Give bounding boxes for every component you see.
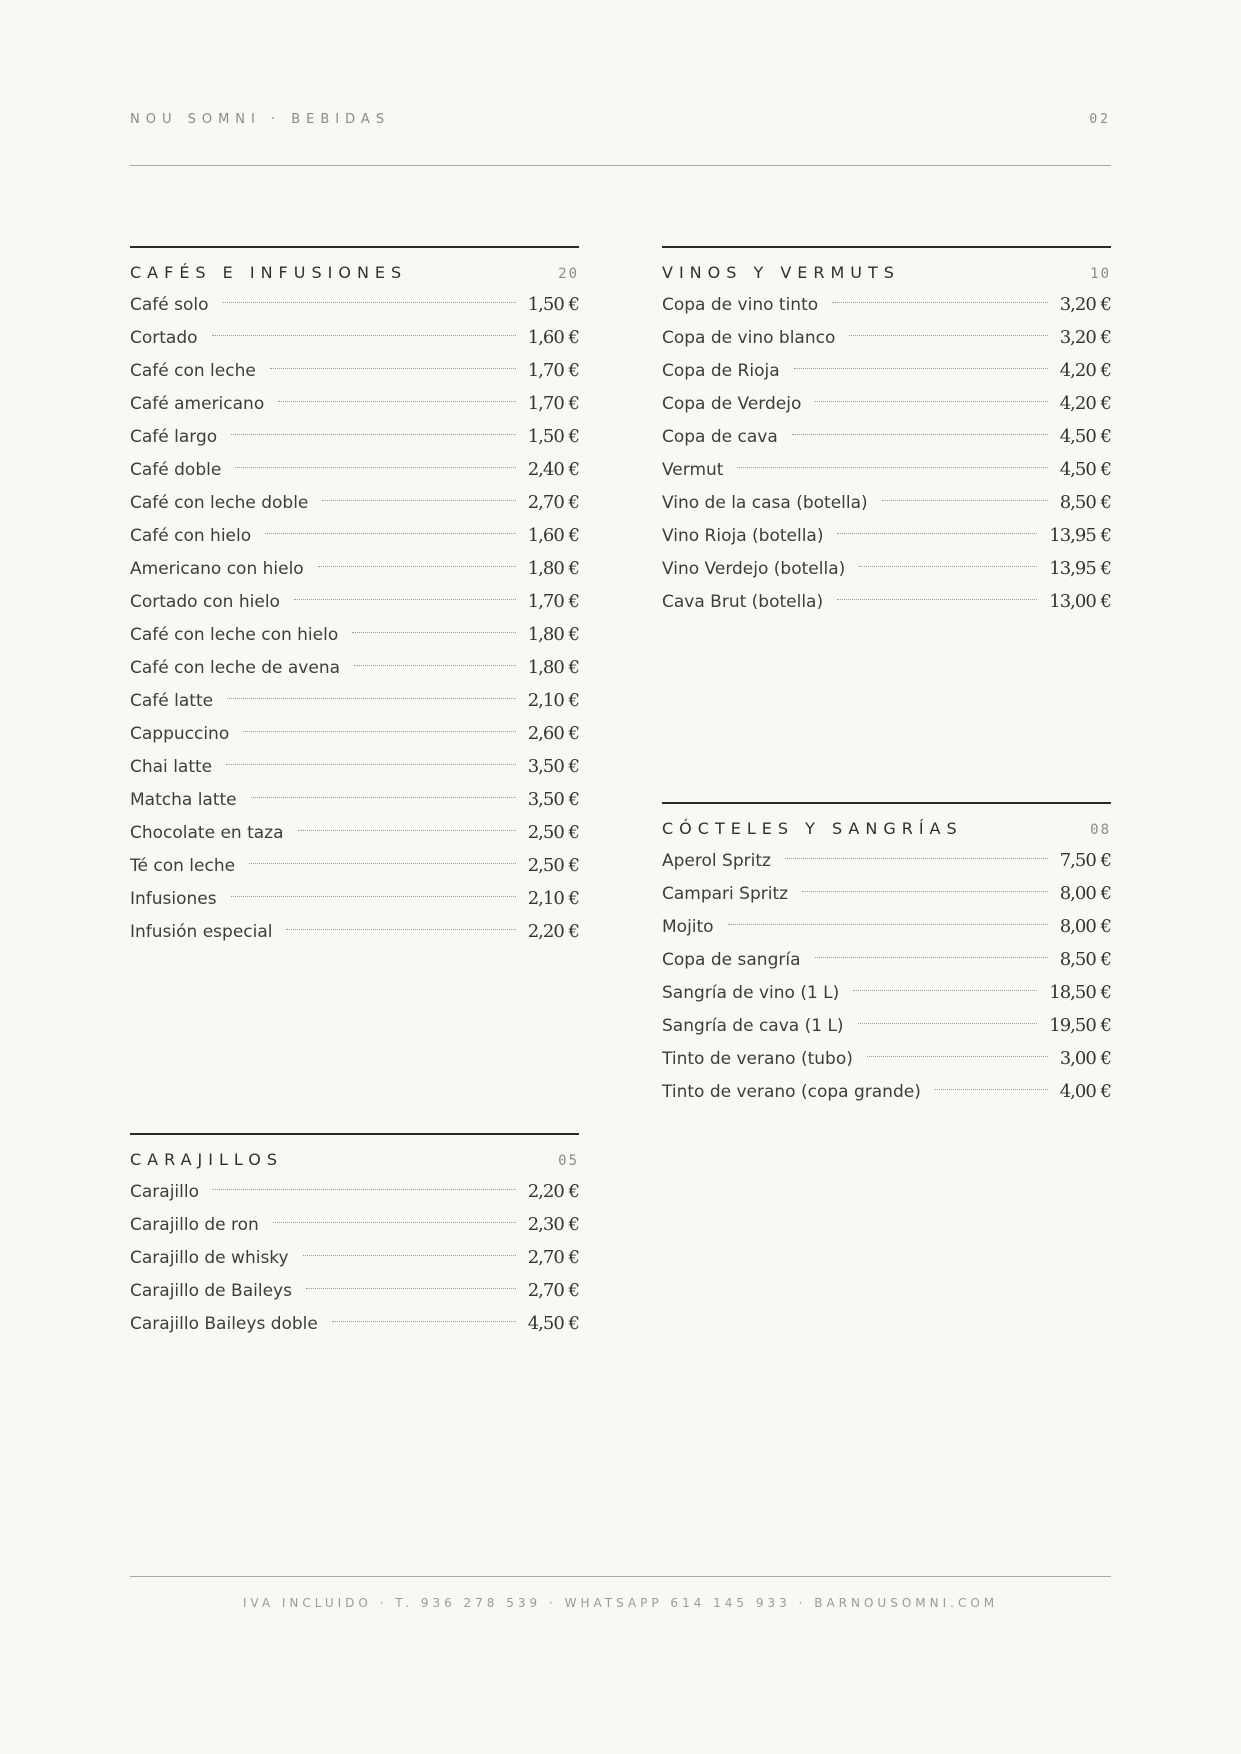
item-price: 3,20 € [1059, 327, 1111, 348]
section-vinos-vermuts [662, 246, 1111, 618]
item-price: 8,00 € [1059, 883, 1111, 904]
item-name: Carajillo de Baileys [130, 1281, 292, 1301]
dot-leader [935, 1089, 1048, 1090]
item-price: 3,00 € [1059, 1048, 1111, 1069]
menu-item [662, 519, 1111, 552]
item-name: Mojito [662, 917, 714, 937]
menu-item [662, 321, 1111, 354]
item-name: Vermut [662, 460, 724, 480]
dot-leader [882, 500, 1048, 501]
dot-leader [867, 1056, 1048, 1057]
menu-item [662, 486, 1111, 519]
menu-item [662, 354, 1111, 387]
item-price: 1,60 € [527, 327, 579, 348]
item-name: Café con leche con hielo [130, 625, 339, 645]
menu-item [130, 915, 579, 948]
section-header [130, 1150, 579, 1169]
dot-leader [859, 566, 1037, 567]
item-price: 4,50 € [1059, 459, 1111, 480]
dot-leader [231, 434, 516, 435]
dot-leader [858, 1023, 1038, 1024]
dot-leader [270, 368, 516, 369]
dot-leader [815, 957, 1048, 958]
menu-item [130, 585, 579, 618]
dot-leader [728, 924, 1048, 925]
dot-leader [249, 863, 516, 864]
dot-leader [251, 797, 516, 798]
dot-leader [306, 1288, 516, 1289]
footer-divider [130, 1576, 1111, 1577]
menu-item [662, 976, 1111, 1009]
item-price: 4,50 € [527, 1313, 579, 1334]
menu-item [130, 750, 579, 783]
dot-leader [853, 990, 1037, 991]
item-list [130, 1175, 579, 1340]
menu-item [662, 910, 1111, 943]
item-name: Copa de cava [662, 427, 778, 447]
item-name: Cava Brut (botella) [662, 592, 824, 612]
item-name: Café doble [130, 460, 222, 480]
item-price: 2,40 € [527, 459, 579, 480]
item-price: 2,50 € [527, 855, 579, 876]
item-name: Copa de sangría [662, 950, 801, 970]
menu-item [130, 288, 579, 321]
item-price: 3,50 € [527, 789, 579, 810]
dot-leader [213, 1189, 516, 1190]
item-price: 8,50 € [1059, 949, 1111, 970]
item-price: 4,00 € [1059, 1081, 1111, 1102]
dot-leader [303, 1255, 516, 1256]
item-name: Copa de vino tinto [662, 295, 819, 315]
section-count: 08 [1090, 822, 1111, 838]
dot-leader [243, 731, 515, 732]
item-list [662, 288, 1111, 618]
menu-item [130, 519, 579, 552]
page-header [130, 112, 1111, 127]
item-name: Sangría de vino (1 L) [662, 983, 840, 1003]
dot-leader [231, 896, 516, 897]
dot-leader [265, 533, 516, 534]
dot-leader [794, 368, 1048, 369]
item-name: Americano con hielo [130, 559, 304, 579]
menu-item [662, 420, 1111, 453]
section-header [662, 819, 1111, 838]
item-price: 8,50 € [1059, 492, 1111, 513]
item-price: 2,70 € [527, 492, 579, 513]
item-price: 7,50 € [1059, 850, 1111, 871]
menu-item [662, 1009, 1111, 1042]
menu-item [662, 877, 1111, 910]
item-price: 2,70 € [527, 1247, 579, 1268]
section-count: 10 [1090, 266, 1111, 282]
item-price: 13,00 € [1049, 591, 1111, 612]
item-price: 2,20 € [527, 1181, 579, 1202]
item-price: 2,10 € [527, 888, 579, 909]
item-price: 4,50 € [1059, 426, 1111, 447]
item-name: Chocolate en taza [130, 823, 284, 843]
page-number: 02 [1089, 112, 1111, 127]
dot-leader [815, 401, 1047, 402]
item-price: 1,80 € [527, 657, 579, 678]
dot-leader [832, 302, 1048, 303]
menu-item [130, 717, 579, 750]
menu-item [662, 844, 1111, 877]
item-name: Café latte [130, 691, 214, 711]
menu-item [130, 684, 579, 717]
dot-leader [837, 533, 1037, 534]
item-name: Café con leche doble [130, 493, 309, 513]
item-name: Cappuccino [130, 724, 230, 744]
item-name: Vino de la casa (botella) [662, 493, 868, 513]
menu-item [130, 1241, 579, 1274]
menu-item [130, 486, 579, 519]
item-name: Carajillo de whisky [130, 1248, 289, 1268]
menu-item [662, 585, 1111, 618]
item-price: 8,00 € [1059, 916, 1111, 937]
item-name: Té con leche [130, 856, 236, 876]
dot-leader [286, 929, 515, 930]
item-price: 2,20 € [527, 921, 579, 942]
menu-item [662, 1075, 1111, 1108]
item-name: Infusión especial [130, 922, 273, 942]
menu-item [130, 1208, 579, 1241]
item-price: 1,80 € [527, 624, 579, 645]
dot-leader [837, 599, 1037, 600]
item-name: Cortado con hielo [130, 592, 280, 612]
dot-leader [785, 858, 1048, 859]
menu-item [130, 651, 579, 684]
dot-leader [298, 830, 516, 831]
item-price: 2,70 € [527, 1280, 579, 1301]
menu-item [130, 1307, 579, 1340]
menu-item [130, 1175, 579, 1208]
menu-item [130, 1274, 579, 1307]
item-price: 18,50 € [1049, 982, 1111, 1003]
dot-leader [273, 1222, 516, 1223]
item-name: Infusiones [130, 889, 217, 909]
item-price: 1,70 € [527, 591, 579, 612]
section-cafes-infusiones [130, 246, 579, 948]
item-name: Copa de Rioja [662, 361, 780, 381]
section-count: 05 [558, 1153, 579, 1169]
menu-item [662, 1042, 1111, 1075]
header-divider [130, 165, 1111, 166]
dot-leader [212, 335, 516, 336]
item-price: 2,50 € [527, 822, 579, 843]
dot-leader [322, 500, 515, 501]
dot-leader [318, 566, 516, 567]
dot-leader [849, 335, 1047, 336]
dot-leader [792, 434, 1048, 435]
dot-leader [226, 764, 516, 765]
dot-leader [235, 467, 515, 468]
item-name: Café americano [130, 394, 265, 414]
section-header [662, 263, 1111, 282]
section-title: CARAJILLOS [130, 1150, 283, 1169]
menu-item [662, 288, 1111, 321]
item-name: Carajillo de ron [130, 1215, 259, 1235]
menu-item [130, 354, 579, 387]
item-list [130, 288, 579, 948]
section-header [130, 263, 579, 282]
item-name: Aperol Spritz [662, 851, 771, 871]
item-price: 1,50 € [527, 294, 579, 315]
dot-leader [227, 698, 516, 699]
item-price: 1,50 € [527, 426, 579, 447]
item-name: Carajillo [130, 1182, 199, 1202]
item-name: Tinto de verano (tubo) [662, 1049, 853, 1069]
menu-title: NOU SOMNI · BEBIDAS [130, 112, 391, 127]
item-price: 4,20 € [1059, 393, 1111, 414]
item-list [662, 844, 1111, 1108]
dot-leader [352, 632, 516, 633]
dot-leader [294, 599, 516, 600]
section-cocteles-sangrias [662, 802, 1111, 1108]
menu-item [130, 783, 579, 816]
item-name: Matcha latte [130, 790, 237, 810]
menu-item [130, 816, 579, 849]
item-name: Vino Rioja (botella) [662, 526, 824, 546]
dot-leader [802, 891, 1048, 892]
menu-item [130, 321, 579, 354]
item-name: Tinto de verano (copa grande) [662, 1082, 921, 1102]
item-price: 19,50 € [1049, 1015, 1111, 1036]
dot-leader [737, 467, 1047, 468]
menu-item [662, 387, 1111, 420]
menu-item [130, 552, 579, 585]
menu-item [130, 618, 579, 651]
item-price: 2,10 € [527, 690, 579, 711]
menu-item [130, 387, 579, 420]
menu-item [130, 849, 579, 882]
item-name: Sangría de cava (1 L) [662, 1016, 844, 1036]
menu-item [130, 453, 579, 486]
item-name: Café largo [130, 427, 218, 447]
item-name: Café con leche de avena [130, 658, 341, 678]
item-name: Carajillo Baileys doble [130, 1314, 318, 1334]
menu-item [662, 453, 1111, 486]
item-name: Café con hielo [130, 526, 252, 546]
menu-item [662, 552, 1111, 585]
item-name: Chai latte [130, 757, 213, 777]
item-price: 1,60 € [527, 525, 579, 546]
item-price: 2,30 € [527, 1214, 579, 1235]
page-footer: IVA INCLUIDO · T. 936 278 539 · WHATSAPP 614 145 933 · BARNOUSOMNI.COM [242, 1596, 999, 1610]
item-name: Café con leche [130, 361, 256, 381]
item-name: Copa de Verdejo [662, 394, 802, 414]
item-name: Cortado [130, 328, 198, 348]
item-price: 2,60 € [527, 723, 579, 744]
section-carajillos [130, 1133, 579, 1340]
item-price: 3,50 € [527, 756, 579, 777]
item-price: 13,95 € [1049, 558, 1111, 579]
item-name: Vino Verdejo (botella) [662, 559, 846, 579]
item-name: Campari Spritz [662, 884, 789, 904]
item-name: Copa de vino blanco [662, 328, 836, 348]
item-price: 1,70 € [527, 393, 579, 414]
section-title: VINOS Y VERMUTS [662, 263, 900, 282]
section-count: 20 [558, 266, 579, 282]
item-price: 1,80 € [527, 558, 579, 579]
menu-item [130, 420, 579, 453]
menu-item [662, 943, 1111, 976]
dot-leader [223, 302, 516, 303]
item-price: 3,20 € [1059, 294, 1111, 315]
menu-item [130, 882, 579, 915]
dot-leader [354, 665, 516, 666]
item-name: Café solo [130, 295, 209, 315]
section-title: CÓCTELES Y SANGRÍAS [662, 819, 963, 838]
item-price: 1,70 € [527, 360, 579, 381]
section-title: CAFÉS E INFUSIONES [130, 263, 408, 282]
dot-leader [332, 1321, 516, 1322]
item-price: 13,95 € [1049, 525, 1111, 546]
item-price: 4,20 € [1059, 360, 1111, 381]
dot-leader [278, 401, 516, 402]
